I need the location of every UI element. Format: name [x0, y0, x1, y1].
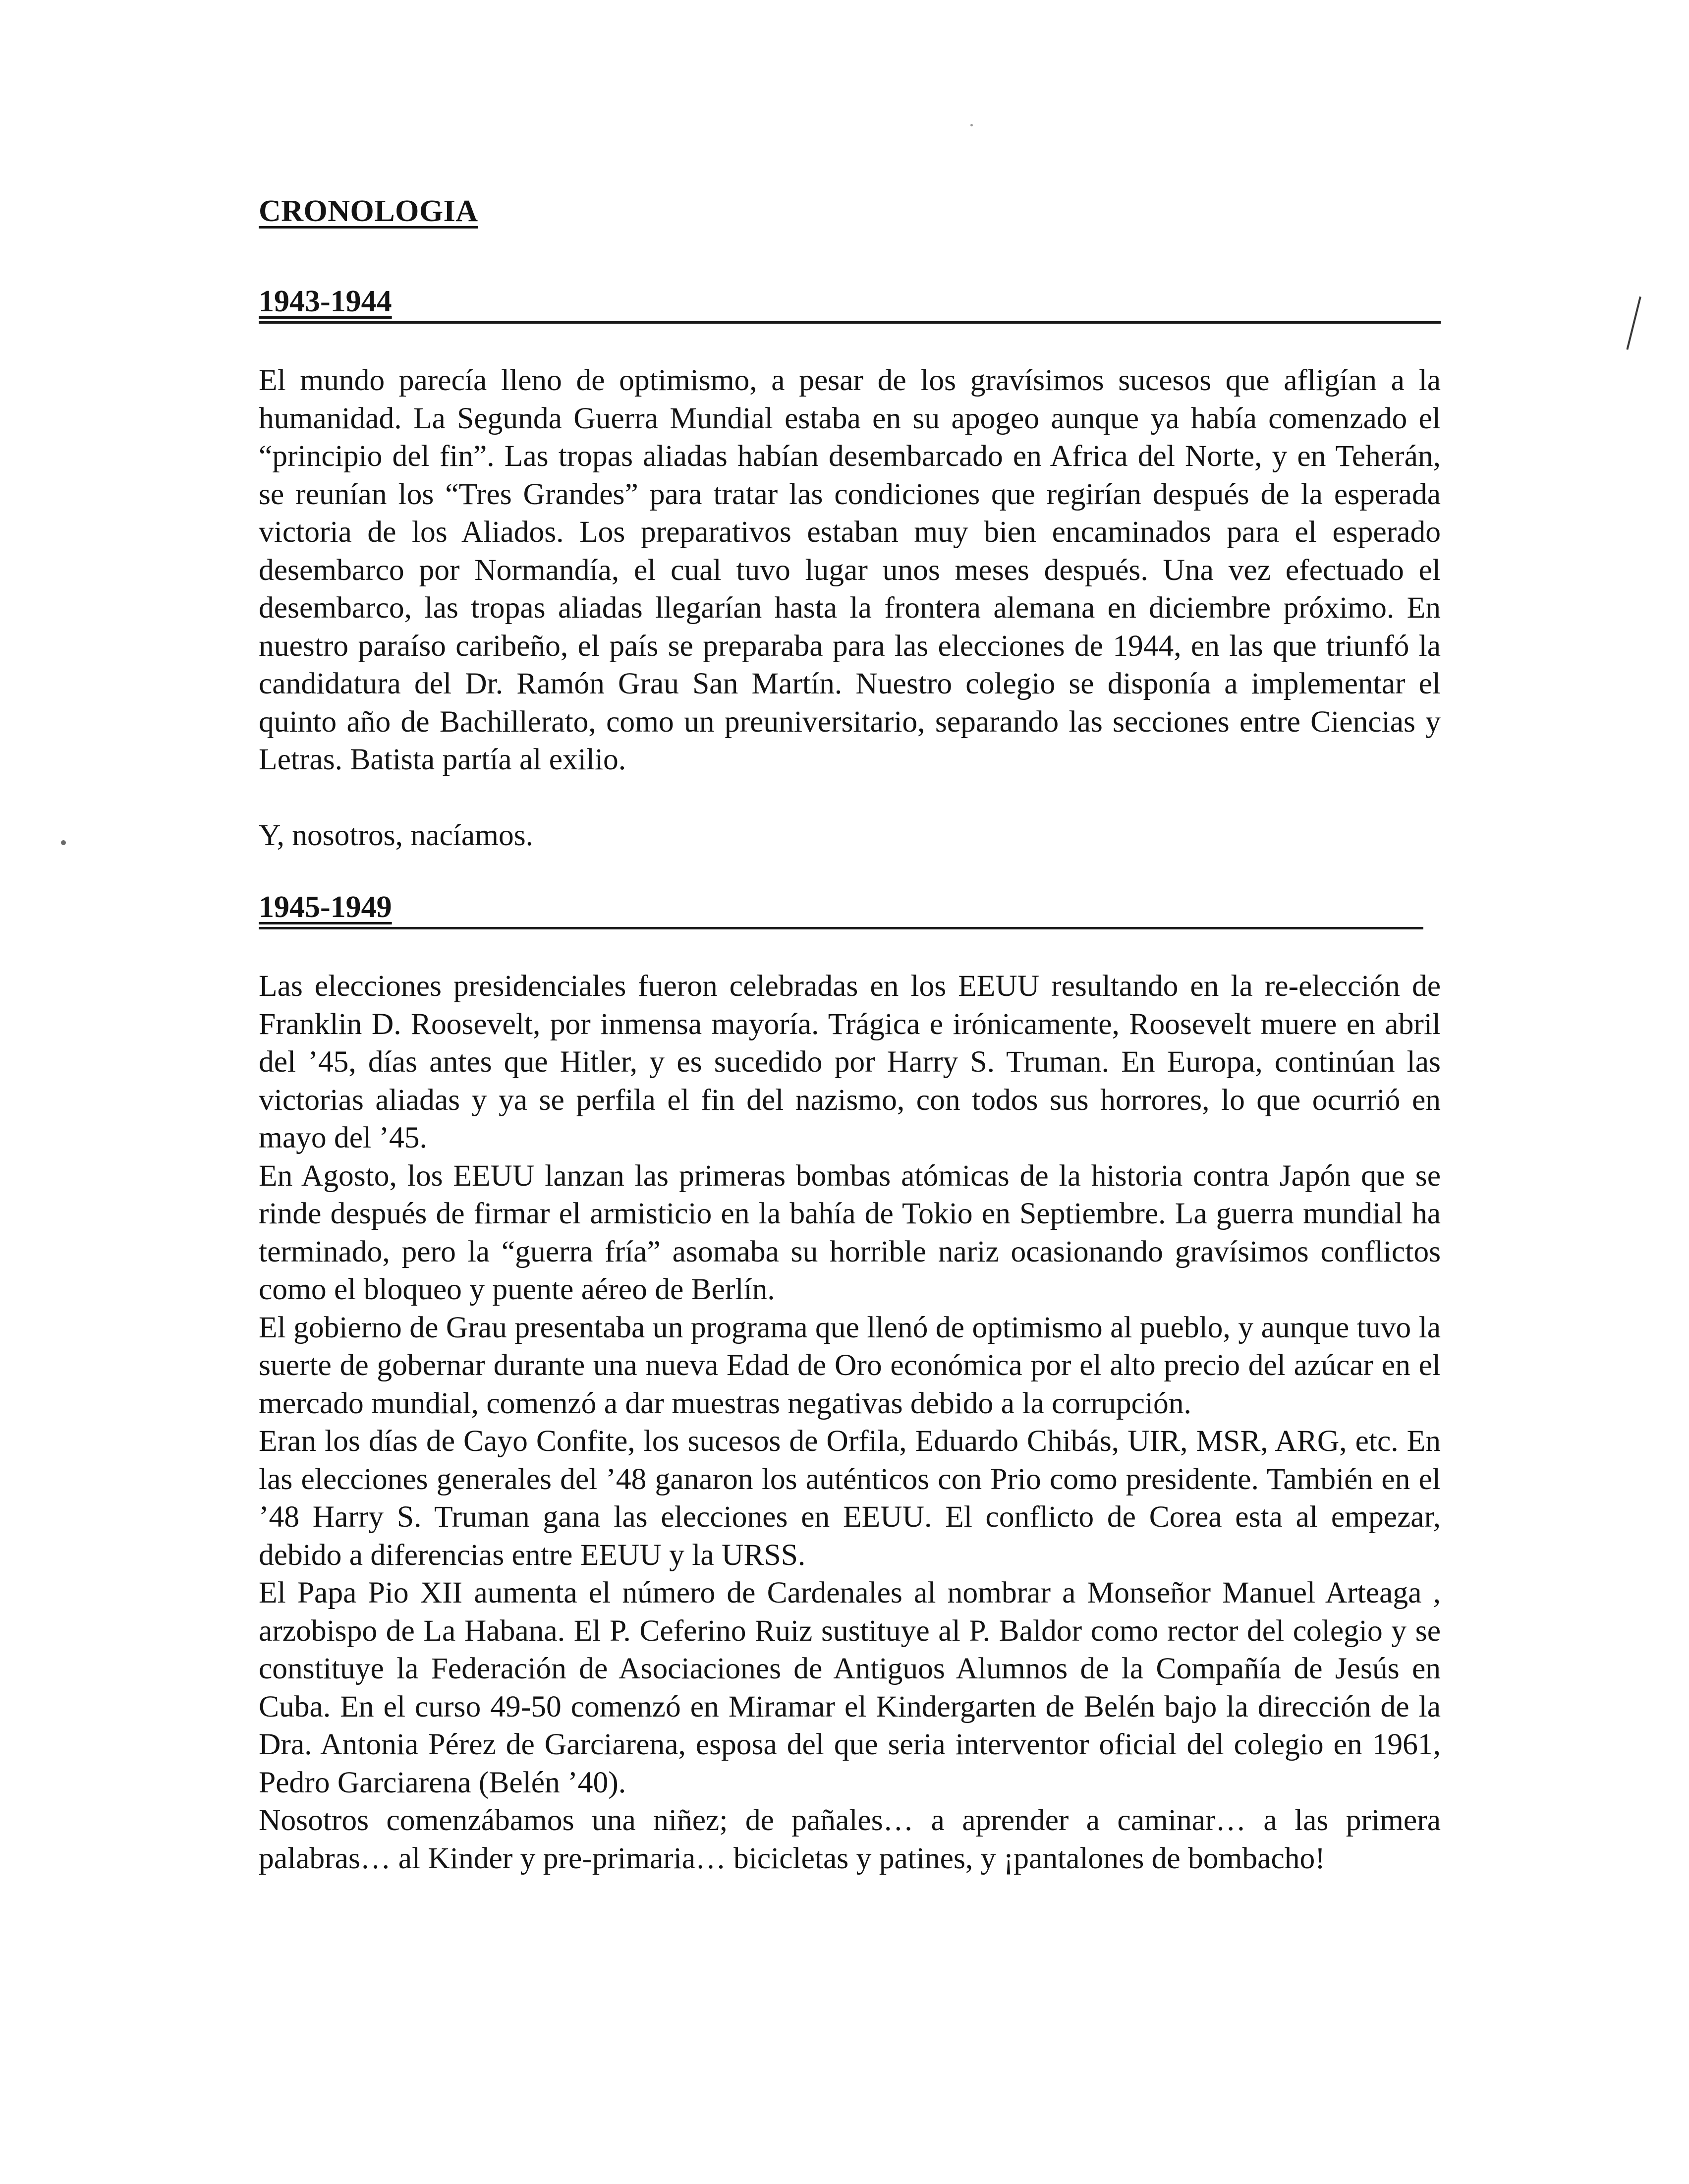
section-heading-label: 1943-1944	[259, 285, 392, 318]
pen-stroke-mark	[1626, 296, 1641, 350]
section-heading-1943-1944	[259, 286, 1441, 327]
document-title: CRONOLOGIA	[259, 194, 478, 228]
paragraph: El gobierno de Grau presentaba un programa que llenó de optimismo al pueblo, y aunque tuvo la suerte de gobernar durante una nueva Edad de Oro económica por el alto precio del azúcar en el mercado mundial, comenzó a dar muestras negativas debido a la corrupción.	[259, 1310, 1441, 1420]
paragraph: El Papa Pio XII aumenta el número de Cardenales al nombrar a Monseñor Manuel Arteaga , arzobispo de La Habana. El P. Ceferino Ruiz sustituye al P. Baldor como rector del colegio y se constituye la Federación de Asociaciones de Antiguos Alumnos de la Compañía de Jesús en Cuba. En el curso 49-50 comenzó en Miramar el Kindergarten de Belén bajo la dirección de la Dra. Antonia Pérez de Garciarena, esposa del que seria interventor oficial del colegio en 1961, Pedro Garciarena (Belén ’40).	[259, 1576, 1441, 1799]
paragraph: El mundo parecía lleno de optimismo, a pesar de los gravísimos sucesos que afligían a la humanidad. La Segunda Guerra Mundial estaba en su apogeo aunque ya había comenzado el “principio del fin”. Las tropas aliadas habían desembarcado en Africa del Norte, y en Teherán, se reunían los “Tres Grandes” para tratar las condiciones que regirían después de la esperada victoria de los Aliados. Los preparativos estaban muy bien encaminados para el esperado desembarco por Normandía, el cual tuvo lugar unos meses después. Una vez efectuado el desembarco, las tropas aliadas llegarían hasta la frontera alemana en diciembre próximo. En nuestro paraíso caribeño, el país se preparaba para las elecciones de 1944, en las que triunfó la candidatura del Dr. Ramón Grau San Martín. Nuestro colegio se disponía a implementar el quinto año de Bachillerato, como un preuniversitario, separando las secciones entre Ciencias y Letras. Batista partía al exilio.	[259, 363, 1441, 776]
section-rule	[259, 927, 1423, 929]
section-heading-label: 1945-1949	[259, 890, 392, 924]
section-rule	[259, 321, 1441, 324]
paragraph: Y, nosotros, nacíamos.	[259, 818, 534, 852]
paragraph: Nosotros comenzábamos una niñez; de pañales… a aprender a caminar… a las primera palabras… al Kinder y pre-primaria… bicicletas y patines, y ¡pantalones de bombacho!	[259, 1803, 1441, 1875]
paragraph: Las elecciones presidenciales fueron celebradas en los EEUU resultando en la re-elección de Franklin D. Roosevelt, por inmensa mayoría. Trágica e irónicamente, Roosevelt muere en abril del ’45, días antes que Hitler, y es sucedido por Harry S. Truman. En Europa, continúan las victorias aliadas y ya se perfila el fin del nazismo, con todos sus horrores, lo que ocurrió en mayo del ’45.	[259, 969, 1441, 1154]
document-body	[259, 196, 1441, 1877]
paragraph: En Agosto, los EEUU lanzan las primeras bombas atómicas de la historia contra Japón que se rinde después de firmar el armisticio en la bahía de Tokio en Septiembre. La guerra mundial ha terminado, pero la “guerra fría” asomaba su horrible nariz ocasionando gravísimos conflictos como el bloqueo y puente aéreo de Berlín.	[259, 1158, 1441, 1306]
paragraph: Eran los días de Cayo Confite, los sucesos de Orfila, Eduardo Chibás, UIR, MSR, ARG, etc. En las elecciones generales del ’48 ganaron los auténticos con Prio como presidente. También en el ’48 Harry S. Truman gana las elecciones en EEUU. El conflicto de Corea esta al empezar, debido a diferencias entre EEUU y la URSS.	[259, 1424, 1441, 1572]
section-heading-1945-1949	[259, 892, 1441, 932]
scan-speck	[61, 840, 66, 845]
scan-speck	[970, 124, 973, 126]
